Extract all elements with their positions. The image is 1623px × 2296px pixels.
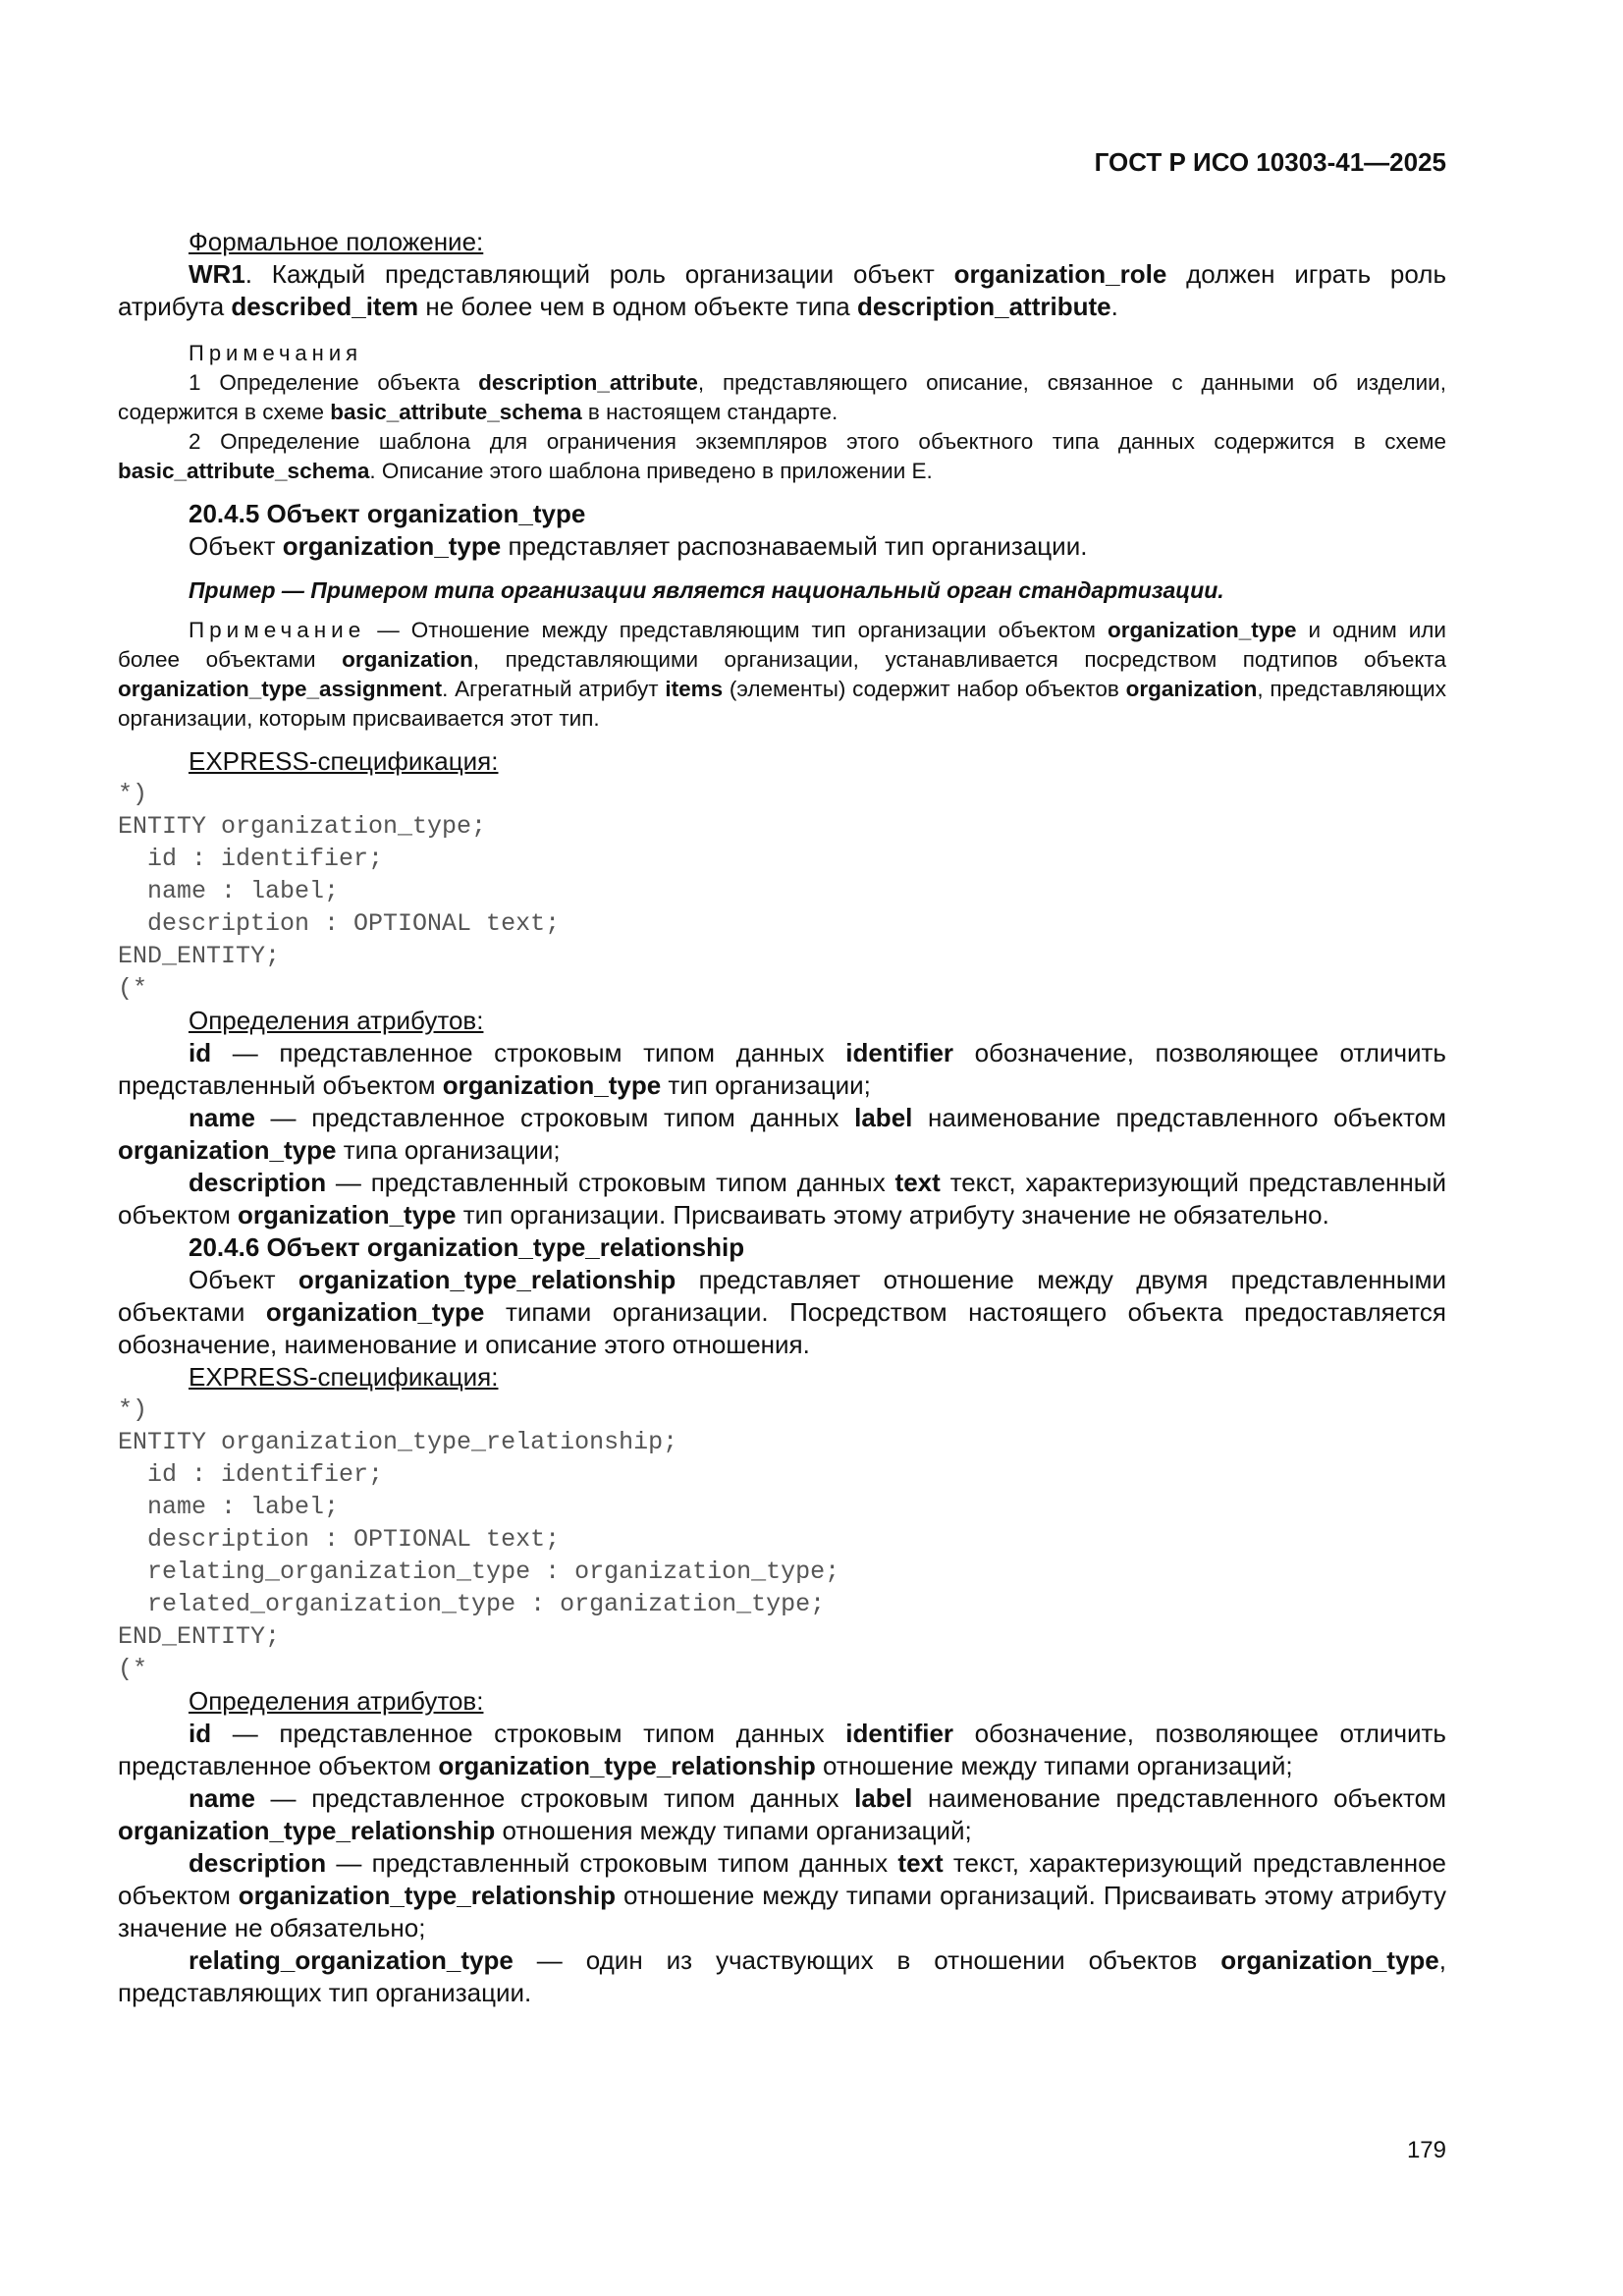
example-text: Пример — Примером типа организации является национальный орган стандартизации. [189, 577, 1224, 603]
attr-def-name-1: name — представленное строковым типом данных label наименование представленного объектом organization_type типа организации; [118, 1103, 1446, 1165]
express-label-1: EXPRESS-спецификация: [189, 746, 499, 776]
express-code-organization-type-relationship: *) ENTITY organization_type_relationship; id : identifier; name : label; description : OPTIONAL text; relating_organization_type : organization_type; related_organization_type : organization_type; END_ENTITY; (* [118, 1395, 840, 1683]
attr-def-description-1: description — представленный строковым типом данных text текст, характеризующий представленный объектом organization_type тип организации. Присваивать этому атрибуту значение не обязательно. [118, 1168, 1446, 1230]
express-code-organization-type: *) ENTITY organization_type; id : identifier; name : label; description : OPTIONAL text; END_ENTITY; (* [118, 780, 561, 1003]
formal-rule-wr1: WR1. Каждый представляющий роль организации объект organization_role должен играть роль атрибута described_item не более чем в одном объекте типа description_attribute. [118, 259, 1446, 321]
notes-heading: Примечания [189, 341, 363, 365]
attr-def-relating-organization-type: relating_organization_type — один из участвующих в отношении объектов organization_type, представляющих тип организации. [118, 1945, 1446, 2007]
section-intro-organization-type: Объект organization_type представляет распознаваемый тип организации. [189, 531, 1088, 561]
attr-def-description-2: description — представленный строковым типом данных text текст, характеризующий представленное объектом organization_type_relationship отношение между типами организаций. Присваивать этому атрибуту значение не обязательно; [118, 1848, 1447, 1942]
section-heading-organization-type-relationship: 20.4.6 Объект organization_type_relationship [189, 1232, 745, 1262]
note-2: 2 Определение шаблона для ограничения экземпляров этого объектного типа данных содержится в схеме basic_attribute_schema. Описание этого шаблона приведено в приложении E. [118, 429, 1446, 483]
page-number: 179 [1406, 2137, 1446, 2163]
section-intro-organization-type-relationship: Объект organization_type_relationship представляет отношение между двумя представленными объектами organization_type типами организации. Посредством настоящего объекта предоставляется обозначение, наименование и описание этого отношения. [118, 1265, 1447, 1359]
attr-def-id-2: id — представленное строковым типом данных identifier обозначение, позволяющее отличить представленное объектом organization_type_relationship отношение между типами организаций; [118, 1719, 1446, 1780]
formal-label: Формальное положение: [189, 227, 484, 256]
note-1: 1 Определение объекта description_attribute, представляющего описание, связанное с данными об изделии, содержится в схеме basic_attribute_schema в настоящем стандарте. [118, 370, 1447, 424]
note-organization-type: Примечание — Отношение между представляющим тип организации объектом organization_type и одним или более объектами organization, представляющими организации, устанавливается посредством подтипов объекта organization_type_assignment. Агрегатный атрибут items (элементы) содержит набор объектов organization, представляющих организации, которым присваивается этот тип. [118, 618, 1446, 731]
attr-label-1: Определения атрибутов: [189, 1006, 484, 1035]
attr-def-name-2: name — представленное строковым типом данных label наименование представленного объектом organization_type_relationship отношения между типами организаций; [118, 1783, 1446, 1845]
express-label-2: EXPRESS-спецификация: [189, 1362, 499, 1392]
attr-def-id-1: id — представленное строковым типом данных identifier обозначение, позволяющее отличить представленный объектом organization_type тип организации; [118, 1038, 1446, 1100]
attr-label-2: Определения атрибутов: [189, 1686, 484, 1716]
document-id-header: ГОСТ Р ИСО 10303-41—2025 [1094, 147, 1446, 177]
page-content [118, 226, 1446, 2009]
section-heading-organization-type: 20.4.5 Объект organization_type [189, 499, 586, 528]
